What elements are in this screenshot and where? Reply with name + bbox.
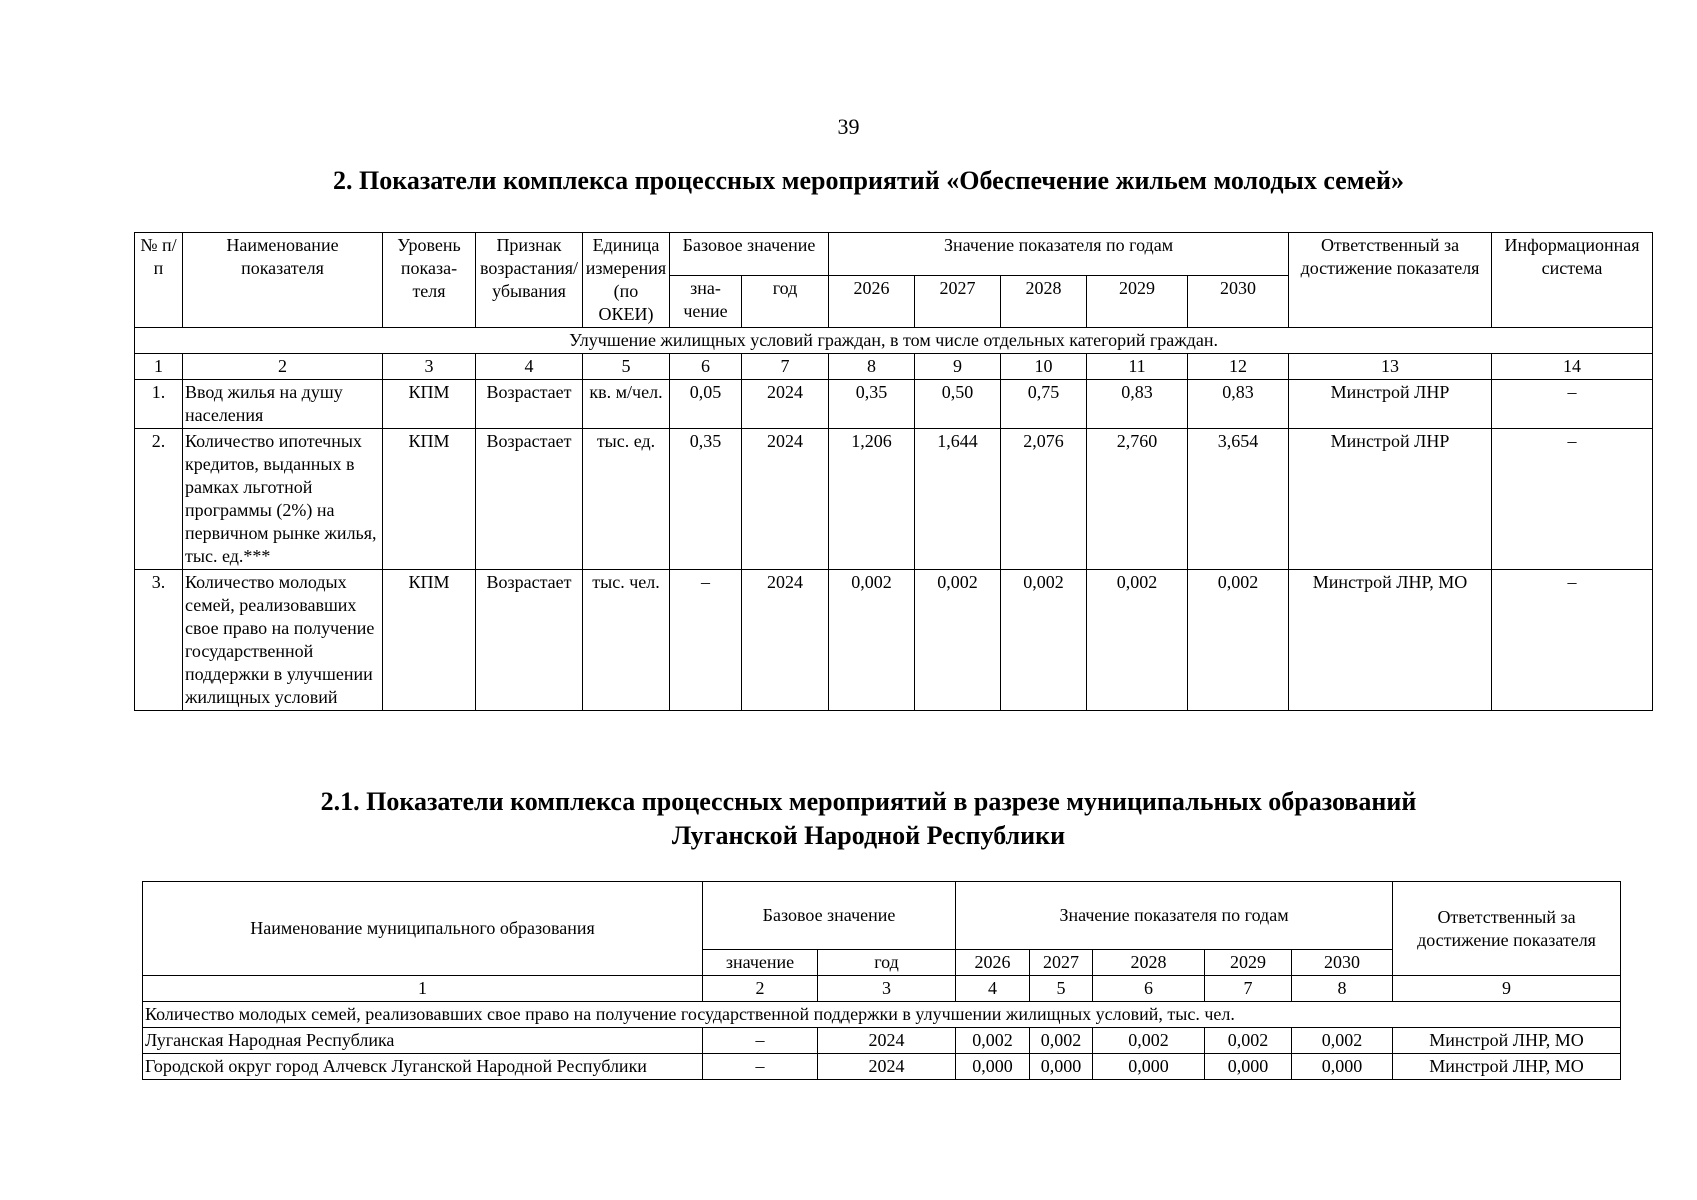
m-row-value: 0,000 — [1030, 1054, 1093, 1080]
m-header-base-value: значение — [703, 950, 818, 976]
m-row-value: 0,002 — [956, 1028, 1030, 1054]
m-col-number: 1 — [143, 976, 703, 1002]
m-header-year: 2027 — [1030, 950, 1093, 976]
section-2-title-line-2: Луганской Народной Республики — [671, 821, 1066, 850]
header-year: 2030 — [1188, 276, 1289, 328]
row-value: 3,654 — [1188, 429, 1289, 570]
m-header-base: Базовое значение — [703, 882, 956, 950]
row-value: 0,83 — [1087, 380, 1188, 429]
m-row-value: 0,000 — [1205, 1054, 1292, 1080]
row-value: 0,75 — [1001, 380, 1087, 429]
col-number: 6 — [670, 354, 742, 380]
table-row — [143, 1028, 1621, 1054]
row-base-value: – — [670, 570, 742, 711]
m-header-year: 2029 — [1205, 950, 1292, 976]
header-trend: Признак возрастания/ убывания — [476, 233, 583, 328]
section-2-title — [20, 785, 1697, 853]
m-row-value: 0,000 — [1292, 1054, 1393, 1080]
row-trend: Возрастает — [476, 429, 583, 570]
m-row-value: 0,002 — [1292, 1028, 1393, 1054]
header-base-value: зна-чение — [670, 276, 742, 328]
col-number: 2 — [183, 354, 383, 380]
col-number: 11 — [1087, 354, 1188, 380]
header-base: Базовое значение — [670, 233, 829, 276]
row-value: 0,35 — [829, 380, 915, 429]
m-row-base-value: – — [703, 1054, 818, 1080]
row-level: КПМ — [383, 380, 476, 429]
m-header-year: 2026 — [956, 950, 1030, 976]
table-row — [135, 570, 1653, 711]
page-number: 39 — [837, 114, 860, 139]
header-level: Уровень показа-теля — [383, 233, 476, 328]
m-row-responsible: Минстрой ЛНР, МО — [1393, 1028, 1621, 1054]
row-value: 1,206 — [829, 429, 915, 570]
col-number: 7 — [742, 354, 829, 380]
row-base-year: 2024 — [742, 380, 829, 429]
row-value: 0,002 — [1087, 570, 1188, 711]
m-col-number: 7 — [1205, 976, 1292, 1002]
row-unit: тыс. чел. — [583, 570, 670, 711]
row-value: 0,002 — [915, 570, 1001, 711]
row-value: 0,002 — [829, 570, 915, 711]
m-header-year: 2030 — [1292, 950, 1393, 976]
table-row — [135, 380, 1653, 429]
row-num: 2. — [135, 429, 183, 570]
m-row-base-year: 2024 — [818, 1054, 956, 1080]
row-system: – — [1492, 380, 1653, 429]
header-year: 2027 — [915, 276, 1001, 328]
header-base-year: год — [742, 276, 829, 328]
row-system: – — [1492, 429, 1653, 570]
goal-row: Улучшение жилищных условий граждан, в том числе отдельных категорий граждан. — [135, 328, 1653, 354]
m-row-responsible: Минстрой ЛНР, МО — [1393, 1054, 1621, 1080]
row-trend: Возрастает — [476, 570, 583, 711]
m-header-responsible: Ответственный за достижение показателя — [1393, 882, 1621, 976]
municipal-indicators-table — [142, 881, 1621, 1080]
row-name: Количество ипотечных кредитов, выданных в рамках льготной программы (2%) на первичном рынке жилья, тыс. ед.*** — [183, 429, 383, 570]
m-col-number: 2 — [703, 976, 818, 1002]
row-num: 3. — [135, 570, 183, 711]
row-value: 0,83 — [1188, 380, 1289, 429]
header-unit: Единица измерения (по ОКЕИ) — [583, 233, 670, 328]
m-header-name: Наименование муниципального образования — [143, 882, 703, 976]
row-value: 2,760 — [1087, 429, 1188, 570]
header-year: 2029 — [1087, 276, 1188, 328]
m-col-number: 8 — [1292, 976, 1393, 1002]
m-row-name: Городской округ город Алчевск Луганской Народной Республики — [143, 1054, 703, 1080]
col-number: 8 — [829, 354, 915, 380]
m-header-base-year: год — [818, 950, 956, 976]
m-row-base-value: – — [703, 1028, 818, 1054]
header-system: Информационная система — [1492, 233, 1653, 328]
m-col-number: 4 — [956, 976, 1030, 1002]
m-col-number: 6 — [1093, 976, 1205, 1002]
row-base-year: 2024 — [742, 570, 829, 711]
col-number: 4 — [476, 354, 583, 380]
row-value: 1,644 — [915, 429, 1001, 570]
col-number: 13 — [1289, 354, 1492, 380]
table-row — [135, 429, 1653, 570]
m-col-number: 9 — [1393, 976, 1621, 1002]
m-header-year: 2028 — [1093, 950, 1205, 976]
m-row-value: 0,002 — [1030, 1028, 1093, 1054]
m-row-value: 0,002 — [1093, 1028, 1205, 1054]
section-1-title: 2. Показатели комплекса процессных мероприятий «Обеспечение жильем молодых семей» — [333, 166, 1404, 195]
m-header-years-group: Значение показателя по годам — [956, 882, 1393, 950]
row-base-year: 2024 — [742, 429, 829, 570]
row-responsible: Минстрой ЛНР, МО — [1289, 570, 1492, 711]
header-name: Наименование показателя — [183, 233, 383, 328]
row-value: 2,076 — [1001, 429, 1087, 570]
row-level: КПМ — [383, 429, 476, 570]
col-number: 12 — [1188, 354, 1289, 380]
indicators-table — [134, 232, 1653, 711]
row-responsible: Минстрой ЛНР — [1289, 380, 1492, 429]
m-col-number: 5 — [1030, 976, 1093, 1002]
row-system: – — [1492, 570, 1653, 711]
col-number: 14 — [1492, 354, 1653, 380]
m-row-value: 0,002 — [1205, 1028, 1292, 1054]
row-level: КПМ — [383, 570, 476, 711]
col-number: 9 — [915, 354, 1001, 380]
header-year: 2026 — [829, 276, 915, 328]
row-name: Ввод жилья на душу населения — [183, 380, 383, 429]
header-year: 2028 — [1001, 276, 1087, 328]
m-row-name: Луганская Народная Республика — [143, 1028, 703, 1054]
m-row-value: 0,000 — [956, 1054, 1030, 1080]
section-2-title-line-1: 2.1. Показатели комплекса процессных мероприятий в разрезе муниципальных образований — [320, 787, 1417, 816]
col-number: 10 — [1001, 354, 1087, 380]
col-number: 3 — [383, 354, 476, 380]
table-row — [143, 1054, 1621, 1080]
row-responsible: Минстрой ЛНР — [1289, 429, 1492, 570]
m-row-value: 0,000 — [1093, 1054, 1205, 1080]
row-unit: тыс. ед. — [583, 429, 670, 570]
indicator-row: Количество молодых семей, реализовавших свое право на получение государственной поддержки в улучшении жилищных условий, тыс. чел. — [143, 1002, 1621, 1028]
header-responsible: Ответственный за достижение показателя — [1289, 233, 1492, 328]
m-col-number: 3 — [818, 976, 956, 1002]
row-value: 0,002 — [1188, 570, 1289, 711]
header-num: № п/п — [135, 233, 183, 328]
m-row-base-year: 2024 — [818, 1028, 956, 1054]
row-num: 1. — [135, 380, 183, 429]
row-base-value: 0,05 — [670, 380, 742, 429]
row-value: 0,50 — [915, 380, 1001, 429]
header-years-group: Значение показателя по годам — [829, 233, 1289, 276]
col-number: 1 — [135, 354, 183, 380]
row-value: 0,002 — [1001, 570, 1087, 711]
row-name: Количество молодых семей, реализовавших свое право на получение государственной поддержки в улучшении жилищных условий — [183, 570, 383, 711]
col-number: 5 — [583, 354, 670, 380]
row-trend: Возрастает — [476, 380, 583, 429]
row-unit: кв. м/чел. — [583, 380, 670, 429]
row-base-value: 0,35 — [670, 429, 742, 570]
